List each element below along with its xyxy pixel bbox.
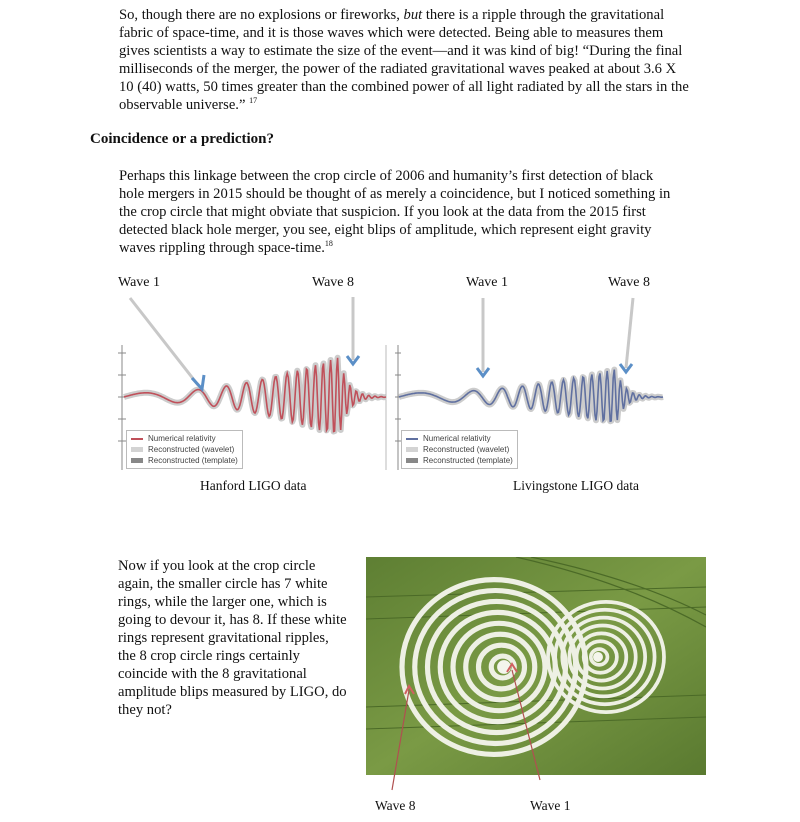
livingston-wave8-label: Wave 8 [608,275,651,290]
hanford-caption: Hanford LIGO data [200,478,307,493]
body-paragraph: Perhaps this linkage between the crop circle of 2006 and humanity’s first detection of black hole mergers in 2015 should be thought of as merely a coincidence, but I noticed something in the crop circle that might obviate that suspicion. If you look at the data from the 2015 first detected black hole merger, you see, eight blips of amplitude, which represent eight gravity waves rippling through space-time.$^{18}$ [119,168,671,256]
crop-circle-paragraph: Now if you look at the crop circle again, the smaller circle has 7 white rings, while the larger one, which is going to devour it, has 8. If these white rings represent gravitational ripples, the 8 crop circle rings certainly coincide with the 8 gravitational amplitude blips measured by LIGO, do they not? [118,558,347,718]
emphasis-text: but [403,7,423,23]
footnote-ref[interactable]: 18 [324,239,333,249]
wave8-pointer [392,690,409,790]
crop-wave8-label: Wave 8 [375,798,416,813]
livingston-wave1-label: Wave 1 [466,275,509,290]
section-heading: Coincidence or a prediction? [90,131,275,147]
livingston-legend: Numerical relativity Reconstructed (wavelet) Reconstructed (template) [401,430,518,469]
footnote-ref[interactable]: 17 [249,96,258,106]
livingston-caption: Livingstone LIGO data [513,478,639,493]
wave1-pointer [512,670,540,780]
wave8-pointer-head [405,686,414,694]
intro-paragraph: So, though there are no explosions or fireworks, but there is a ripple through the gravitational fabric of space-time, and it is those waves which were detected. Being able to measures them gives scientists a way to estimate the size of the event—and it was kind of big! “During the final milliseconds of the merger, the power of the radiated gravitational waves peaked at about 3.6 X 10 (40) watts, 50 times greater than the combined power of all light radiated by all the stars in the observable universe.” $^{17}$ [119,7,689,113]
hanford-legend: Numerical relativity Reconstructed (wavelet) Reconstructed (template) [126,430,243,469]
hanford-wave1-label: Wave 1 [118,275,161,290]
hanford-wave8-label: Wave 8 [312,275,355,290]
crop-wave1-label: Wave 1 [530,798,571,813]
